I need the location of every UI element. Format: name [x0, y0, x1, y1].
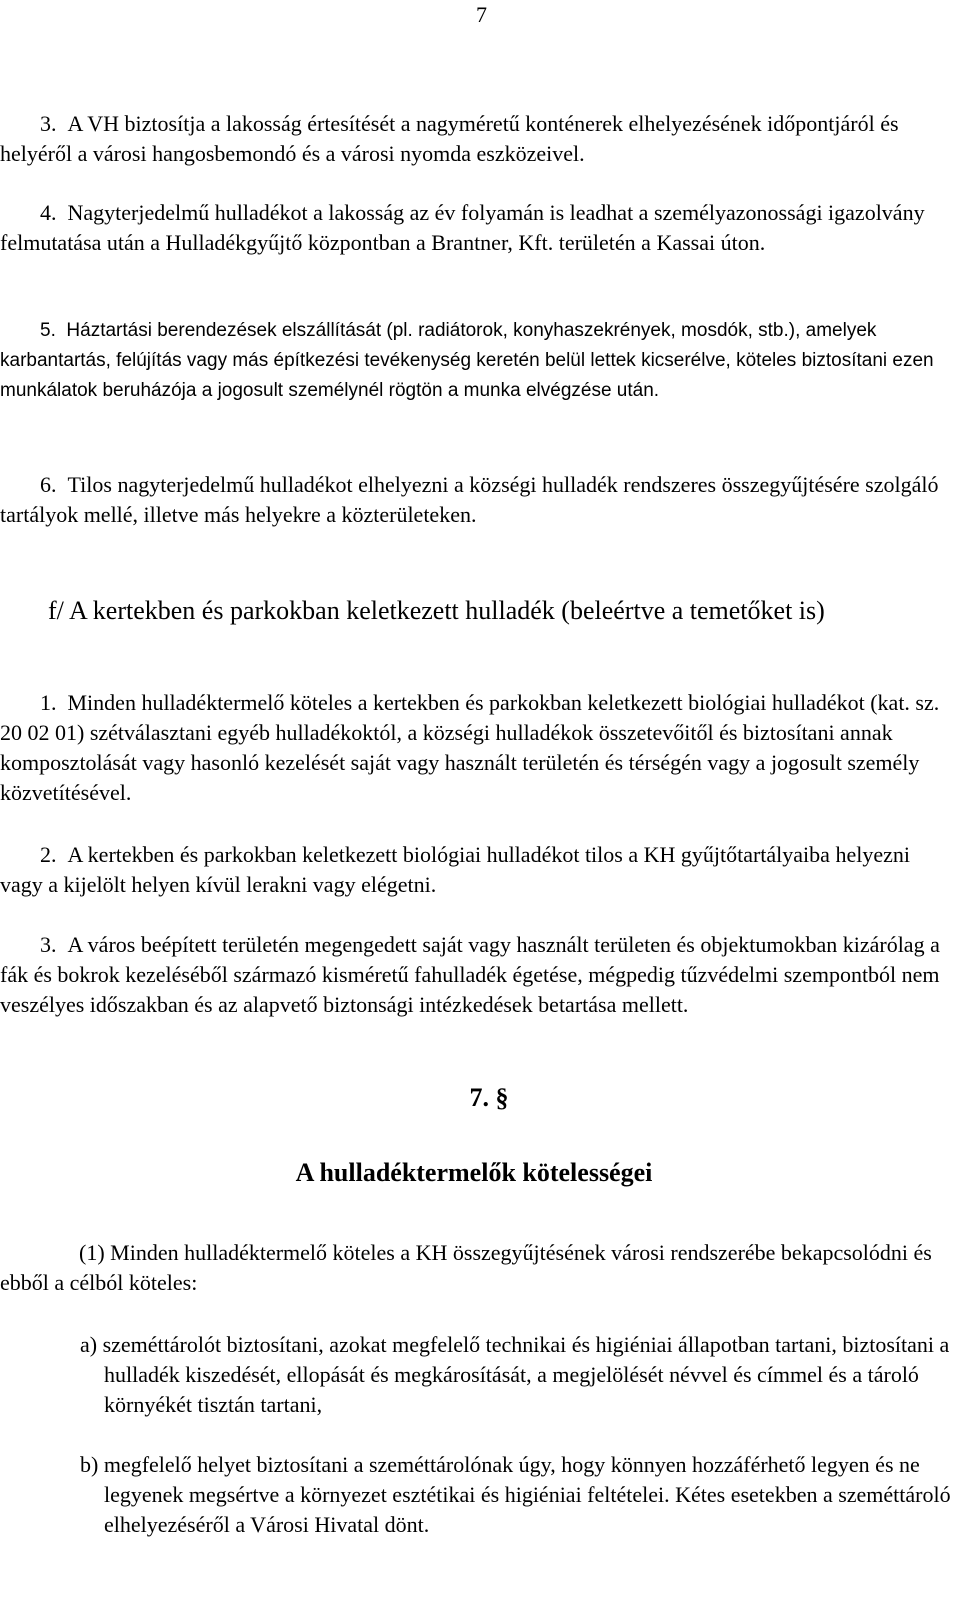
- paragraph-text: Minden hulladéktermelő köteles a kertekben és parkokban keletkezett biológiai hulladékot (kat. sz. 20 02 01) szétválasztani egyéb hulladékoktól, a községi hulladékok összetevőitől és biztosítani annak komposztolását vagy hasonló kezelését saját vagy használt területén és térségén vagy a jogosult személy közvetítésével.: [0, 690, 940, 805]
- paragraph-6: [0, 470, 948, 530]
- item-number: 2.: [40, 842, 57, 867]
- paragraph-heading: 7. §: [469, 1083, 509, 1112]
- list-label: a): [80, 1332, 98, 1357]
- paragraph-text: Tilos nagyterjedelmű hulladékot elhelyezni a községi hulladék rendszeres összegyűjtésére szolgáló tartályok mellé, illetve más helyekre a közterületeken.: [0, 472, 939, 527]
- item-number: 4.: [40, 200, 57, 225]
- section-f-title-text: f/ A kertekben és parkokban keletkezett hulladék (beleértve a temetőket is): [48, 596, 825, 625]
- list-text: szeméttárolót biztosítani, azokat megfelelő technikai és higiéniai állapotban tartani, biztosítani a hulladék kiszedését, ellopását és megkárosítását, a megjelölését névvel és címmel és a tároló környékét tisztán tartani,: [102, 1332, 950, 1417]
- section-title: A hulladéktermelők kötelességei: [295, 1158, 653, 1187]
- section-f-item-2: [0, 840, 948, 900]
- section-f-item-3: [0, 930, 948, 1020]
- list-text: megfelelő helyet biztosítani a szeméttárolónak úgy, hogy könnyen hozzáférhető legyen és ne legyenek megsértve a környezet esztétikai és higiéniai feltételei. Kétes esetekben a szeméttároló elhelyezéséről a Városi Hivatal dönt.: [103, 1452, 951, 1537]
- paragraph-text: A kertekben és parkokban keletkezett biológiai hulladékot tilos a KH gyűjtőtartályaiba helyezni vagy a kijelölt helyen kívül lerakni vagy elégetni.: [0, 842, 910, 897]
- paragraph-text: A VH biztosítja a lakosság értesítését a nagyméretű konténerek elhelyezésének időpontjáról és helyéről a városi hangosbemondó és a városi nyomda eszközeivel.: [0, 111, 899, 166]
- paragraph-4: [0, 198, 948, 258]
- paragraph-text: Háztartási berendezések elszállítását (pl. radiátorok, konyhaszekrények, mosdók, stb.), amelyek karbantartás, felújítás vagy más építkezési tevékenység keretén belül lettek kicserélve, köteles biztosítani ezen munkálatok beruházója a jogosult személynél rögtön a munka elvégzése után.: [0, 320, 934, 401]
- intro-paragraph: [0, 1238, 948, 1298]
- paragraph-text: A város beépített területén megengedett saját vagy használt területen és objektumokban kizárólag a fák és bokrok kezeléséből származó kisméretű fahulladék égetése, mégpedig tűzvédelmi szempontból nem veszélyes időszakban és az alapvető biztonsági intézkedések betartása mellett.: [0, 932, 940, 1017]
- list-label: b): [80, 1452, 99, 1477]
- intro-text: (1) Minden hulladéktermelő köteles a KH összegyűjtésének városi rendszerébe bekapcsolódni és ebből a célból köteles:: [0, 1240, 932, 1295]
- item-number: 1.: [40, 690, 57, 715]
- page-number: 7: [476, 2, 487, 27]
- paragraph-text: Nagyterjedelmű hulladékot a lakosság az év folyamán is leadhat a személyazonossági igazolvány felmutatása után a Hulladékgyűjtő központban a Brantner, Kft. területén a Kassai úton.: [0, 200, 925, 255]
- list-item-b: [80, 1450, 960, 1540]
- list-item-a: [80, 1330, 960, 1420]
- item-number: 3.: [40, 932, 57, 957]
- section-f-title: [0, 592, 948, 629]
- item-number: 6.: [40, 472, 57, 497]
- paragraph-5: [0, 316, 948, 406]
- item-number: 5.: [40, 320, 56, 341]
- section-f-item-1: [0, 688, 948, 808]
- item-number: 3.: [40, 111, 57, 136]
- paragraph-3: [0, 109, 948, 169]
